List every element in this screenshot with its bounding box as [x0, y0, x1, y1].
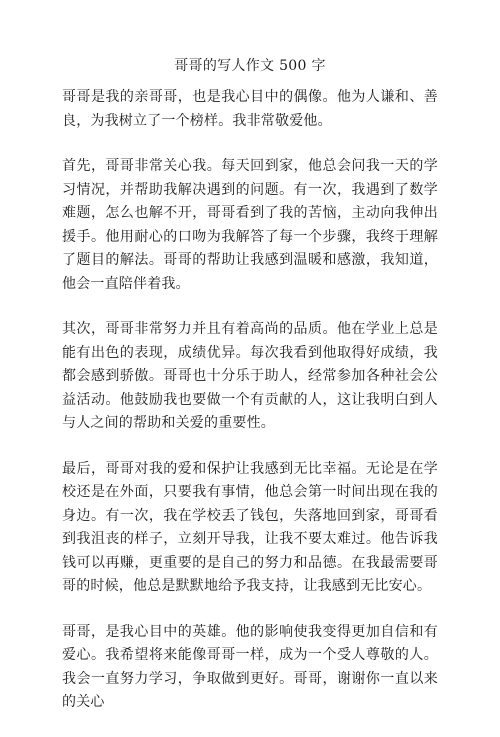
document-body [62, 86, 438, 737]
document-title: 哥哥的写人作文 500 字 [174, 58, 326, 74]
paragraph-intro: 哥哥是我的亲哥哥，也是我心目中的偶像。他为人谦和、善良，为我树立了一个榜样。我非常敬爱他。 [62, 89, 438, 129]
paragraph-effort: 其次，哥哥非常努力并且有着高尚的品质。他在学业上总是能有出色的表现，成绩优异。每次我看到他取得好成绩，我都会感到骄傲。哥哥也十分乐于助人，经常参加各种社会公益活动。他鼓励我也要做一个有贡献的人，这让我明白到人与人之间的帮助和关爱的重要性。 [62, 321, 438, 431]
paragraph-protection: 最后，哥哥对我的爱和保护让我感到无比幸福。无论是在学校还是在外面，只要我有事情，他总会第一时间出现在我的身边。有一次，我在学校丢了钱包，失落地回到家，哥哥看到我沮丧的样子，立刻开导我，让我不要太难过。他告诉我钱可以再赚，更重要的是自己的努力和品德。在我最需要哥哥的时候，他总是默默地给予我支持，让我感到无比安心。 [62, 460, 438, 594]
paragraph-care: 首先，哥哥非常关心我。每天回到家，他总会问我一天的学习情况，并帮助我解决遇到的问题。有一次，我遇到了数学难题，怎么也解不开，哥哥看到了我的苦恼，主动向我伸出援手。他用耐心的口吻为我解答了每一个步骤，我终于理解了题目的解法。哥哥的帮助让我感到温暖和感激，我知道，他会一直陪伴着我。 [62, 158, 438, 292]
paragraph-conclusion: 哥哥，是我心目中的英雄。他的影响使我变得更加自信和有爱心。我希望将来能像哥哥一样，成为一个受人尊敬的人。我会一直努力学习，争取做到更好。哥哥，谢谢你一直以来的关心 [62, 623, 438, 710]
